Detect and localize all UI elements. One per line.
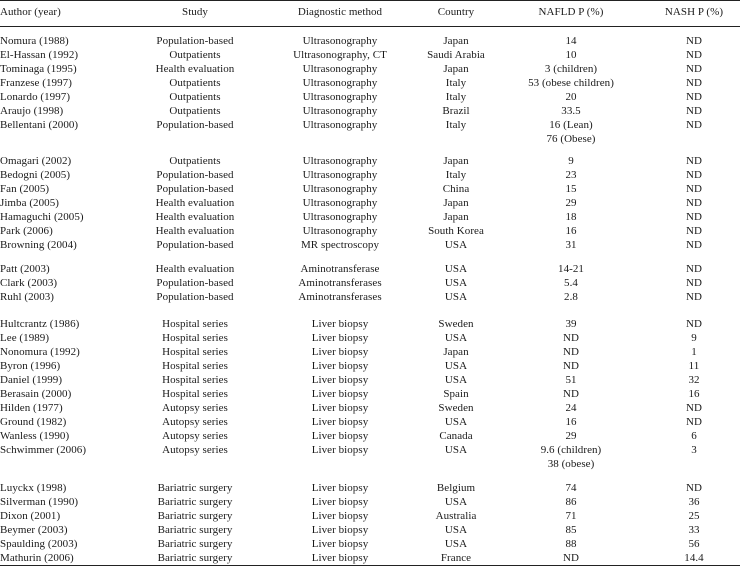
header-nafld-prevalence: NAFLD P (%) — [538, 6, 604, 18]
cell-nash: 6 — [691, 430, 697, 442]
cell-study: Outpatients — [169, 155, 221, 167]
cell-author: Franzese (1997) — [0, 77, 72, 89]
cell-method: Liver biopsy — [311, 402, 369, 414]
cell-nash: 33 — [688, 524, 700, 536]
cell-nafld: 85 — [565, 524, 577, 536]
cell-method: Ultrasonography — [302, 169, 378, 181]
cell-author: Byron (1996) — [0, 360, 61, 372]
cell-study: Outpatients — [169, 49, 221, 61]
cell-country: Japan — [443, 346, 469, 358]
table-row — [0, 262, 740, 276]
cell-nafld: 14-21 — [558, 263, 584, 275]
cell-nash — [648, 132, 740, 146]
cell-study: Bariatric surgery — [157, 524, 233, 536]
cell-author: Omagari (2002) — [0, 155, 72, 167]
cell-author: Bellentani (2000) — [0, 119, 79, 131]
cell-country: Japan — [443, 63, 469, 75]
cell-author: Luyckx (1998) — [0, 482, 67, 494]
cell-country: Spain — [443, 388, 469, 400]
table-row — [0, 481, 740, 495]
cell-nash: ND — [686, 119, 702, 131]
cell-author: Lonardo (1997) — [0, 91, 71, 103]
cell-method: Liver biopsy — [311, 416, 369, 428]
cell-nafld: ND — [563, 360, 579, 372]
header-study: Study — [182, 6, 208, 18]
cell-study: Health evaluation — [155, 63, 235, 75]
cell-nash: ND — [686, 49, 702, 61]
cell-study — [125, 132, 265, 146]
table-row — [0, 238, 740, 252]
cell-nash: ND — [686, 91, 702, 103]
cell-study: Hospital series — [162, 318, 228, 330]
cell-method: Liver biopsy — [311, 496, 369, 508]
header-nash-prevalence: NASH P (%) — [664, 6, 724, 18]
cell-author: Beymer (2003) — [0, 524, 68, 536]
cell-study: Health evaluation — [155, 225, 235, 237]
cell-country: China — [442, 183, 470, 195]
cell-nafld: 23 — [565, 169, 577, 181]
cell-method: Liver biopsy — [311, 524, 369, 536]
table-top-rule — [0, 0, 740, 1]
cell-author: Spaulding (2003) — [0, 538, 78, 550]
cell-country: Sweden — [438, 402, 474, 414]
cell-nafld: 2.8 — [564, 291, 578, 303]
cell-method: Ultrasonography — [302, 35, 378, 47]
cell-method: Liver biopsy — [311, 444, 369, 456]
cell-study: Population-based — [156, 183, 234, 195]
cell-method: Aminotransferases — [298, 291, 382, 303]
cell-method: Ultrasonography — [302, 63, 378, 75]
cell-nash: 16 — [688, 388, 700, 400]
table-row — [0, 76, 740, 90]
cell-method: Aminotransferases — [298, 277, 382, 289]
cell-method: Ultrasonography — [302, 183, 378, 195]
cell-nash: 3 — [691, 444, 697, 456]
cell-country — [410, 132, 502, 146]
cell-study: Population-based — [156, 277, 234, 289]
cell-nash: ND — [686, 277, 702, 289]
cell-nafld: 10 — [565, 49, 577, 61]
cell-nash: ND — [686, 291, 702, 303]
cell-country: Japan — [443, 155, 469, 167]
cell-country: USA — [444, 524, 468, 536]
cell-nash: ND — [686, 105, 702, 117]
cell-method: Liver biopsy — [311, 346, 369, 358]
table-row — [0, 48, 740, 62]
cell-study: Outpatients — [169, 77, 221, 89]
header-author: Author (year) — [0, 6, 61, 18]
cell-study: Outpatients — [169, 91, 221, 103]
cell-nash: ND — [686, 482, 702, 494]
cell-country: Sweden — [438, 318, 474, 330]
table-row — [0, 154, 740, 168]
cell-country: France — [440, 552, 472, 564]
cell-study: Hospital series — [162, 374, 228, 386]
cell-nafld: ND — [563, 388, 579, 400]
cell-method: Liver biopsy — [311, 388, 369, 400]
cell-study: Population-based — [156, 119, 234, 131]
cell-country: USA — [444, 444, 468, 456]
header-bottom-rule — [0, 26, 740, 27]
cell-nafld: 16 (Lean) — [549, 119, 593, 131]
cell-author: Bedogni (2005) — [0, 169, 71, 181]
table-row — [0, 290, 740, 304]
cell-nafld: 5.4 — [564, 277, 578, 289]
cell-method — [267, 457, 413, 471]
cell-nash: ND — [686, 318, 702, 330]
cell-author: Patt (2003) — [0, 263, 50, 275]
cell-study: Outpatients — [169, 105, 221, 117]
cell-method: Liver biopsy — [311, 482, 369, 494]
cell-nafld: 16 — [565, 225, 577, 237]
cell-country: Japan — [443, 211, 469, 223]
table-row — [0, 345, 740, 359]
table-row — [0, 457, 740, 471]
table-row — [0, 387, 740, 401]
cell-study: Hospital series — [162, 388, 228, 400]
cell-country: USA — [444, 332, 468, 344]
table-row — [0, 196, 740, 210]
cell-author: Park (2006) — [0, 225, 53, 237]
cell-method: Liver biopsy — [311, 374, 369, 386]
cell-country: USA — [444, 239, 468, 251]
cell-method: Liver biopsy — [311, 552, 369, 564]
cell-nash: ND — [686, 402, 702, 414]
cell-nafld: 20 — [565, 91, 577, 103]
cell-nafld: 16 — [565, 416, 577, 428]
cell-study: Autopsy series — [162, 402, 228, 414]
table-row — [0, 443, 740, 457]
cell-nash: ND — [686, 63, 702, 75]
cell-author: El-Hassan (1992) — [0, 49, 79, 61]
cell-country: Brazil — [442, 105, 470, 117]
cell-nash: 56 — [688, 538, 700, 550]
cell-author: Hilden (1977) — [0, 402, 63, 414]
cell-study: Health evaluation — [155, 197, 235, 209]
cell-method: MR spectroscopy — [300, 239, 380, 251]
cell-author: Lee (1989) — [0, 332, 50, 344]
cell-nafld: 39 — [565, 318, 577, 330]
cell-country: USA — [444, 291, 468, 303]
cell-author: Araujo (1998) — [0, 105, 64, 117]
cell-nash: 25 — [688, 510, 700, 522]
cell-nafld: 38 (obese) — [547, 458, 595, 470]
cell-nafld: ND — [563, 552, 579, 564]
cell-nash — [648, 457, 740, 471]
cell-country: Italy — [445, 77, 467, 89]
cell-method: Ultrasonography — [302, 105, 378, 117]
cell-nash: 14.4 — [684, 552, 704, 564]
cell-author: Schwimmer (2006) — [0, 444, 87, 456]
cell-study: Hospital series — [162, 332, 228, 344]
cell-nash: ND — [686, 263, 702, 275]
table-row — [0, 331, 740, 345]
table-row — [0, 210, 740, 224]
cell-nafld: 88 — [565, 538, 577, 550]
cell-country: Italy — [445, 91, 467, 103]
cell-nash: 1 — [691, 346, 697, 358]
cell-nafld: 29 — [565, 197, 577, 209]
table-row — [0, 182, 740, 196]
cell-country: USA — [444, 263, 468, 275]
table-row — [0, 224, 740, 238]
table-row — [0, 495, 740, 509]
cell-author: Daniel (1999) — [0, 374, 63, 386]
cell-nafld: 9 — [568, 155, 574, 167]
cell-method: Ultrasonography, CT — [293, 49, 387, 61]
cell-country: Belgium — [436, 482, 476, 494]
table-row — [0, 168, 740, 182]
cell-country: USA — [444, 360, 468, 372]
cell-method: Aminotransferase — [300, 263, 380, 275]
cell-nafld: 3 (children) — [544, 63, 598, 75]
cell-method: Ultrasonography — [302, 119, 378, 131]
table-row — [0, 373, 740, 387]
cell-author: Jimba (2005) — [0, 197, 59, 209]
cell-author: Tominaga (1995) — [0, 63, 77, 75]
cell-country: Australia — [435, 510, 477, 522]
cell-method: Liver biopsy — [311, 360, 369, 372]
cell-nafld: 76 (Obese) — [546, 133, 596, 145]
cell-author: Hultcrantz (1986) — [0, 318, 80, 330]
cell-nafld: 71 — [565, 510, 577, 522]
header-country: Country — [437, 6, 475, 18]
cell-method — [267, 132, 413, 146]
cell-country: USA — [444, 416, 468, 428]
table-row — [0, 523, 740, 537]
cell-nafld: 29 — [565, 430, 577, 442]
cell-country: Japan — [443, 35, 469, 47]
cell-nash: 9 — [691, 332, 697, 344]
cell-method: Liver biopsy — [311, 318, 369, 330]
table-row — [0, 317, 740, 331]
cell-author: Hamaguchi (2005) — [0, 211, 84, 223]
table-row — [0, 132, 740, 146]
cell-study: Population-based — [156, 169, 234, 181]
cell-country: USA — [444, 277, 468, 289]
cell-nash: ND — [686, 416, 702, 428]
cell-country: USA — [444, 374, 468, 386]
cell-study: Hospital series — [162, 346, 228, 358]
cell-method: Ultrasonography — [302, 155, 378, 167]
cell-author: Nonomura (1992) — [0, 346, 80, 358]
cell-nash: ND — [686, 77, 702, 89]
cell-study — [125, 457, 265, 471]
cell-nafld: 31 — [565, 239, 577, 251]
cell-study: Bariatric surgery — [157, 510, 233, 522]
cell-nafld: ND — [563, 332, 579, 344]
cell-nash: ND — [686, 239, 702, 251]
cell-study: Population-based — [156, 291, 234, 303]
cell-country: USA — [444, 496, 468, 508]
cell-country: Italy — [445, 169, 467, 181]
cell-nash: 11 — [688, 360, 700, 372]
cell-nash: ND — [686, 225, 702, 237]
cell-country: South Korea — [428, 225, 484, 237]
cell-nash: ND — [686, 35, 702, 47]
cell-nafld: 53 (obese children) — [528, 77, 614, 89]
cell-study: Population-based — [156, 239, 234, 251]
cell-country: USA — [444, 538, 468, 550]
table-row — [0, 551, 740, 565]
cell-study: Health evaluation — [155, 263, 235, 275]
table-row — [0, 415, 740, 429]
cell-study: Population-based — [156, 35, 234, 47]
cell-study: Autopsy series — [162, 444, 228, 456]
cell-nash: 32 — [688, 374, 700, 386]
cell-method: Ultrasonography — [302, 91, 378, 103]
cell-nash: ND — [686, 169, 702, 181]
cell-method: Liver biopsy — [311, 332, 369, 344]
table-row — [0, 104, 740, 118]
cell-author: Nomura (1988) — [0, 35, 69, 47]
cell-nafld: 14 — [565, 35, 577, 47]
cell-nash: ND — [686, 197, 702, 209]
table-bottom-rule — [0, 565, 740, 566]
cell-study: Bariatric surgery — [157, 496, 233, 508]
cell-author: Clark (2003) — [0, 277, 58, 289]
cell-author: Silverman (1990) — [0, 496, 79, 508]
cell-method: Liver biopsy — [311, 538, 369, 550]
cell-study: Autopsy series — [162, 416, 228, 428]
cell-method: Ultrasonography — [302, 77, 378, 89]
cell-nafld: 74 — [565, 482, 577, 494]
table-row — [0, 359, 740, 373]
cell-author: Dixon (2001) — [0, 510, 61, 522]
cell-study: Autopsy series — [162, 430, 228, 442]
table-row — [0, 401, 740, 415]
cell-country: Japan — [443, 197, 469, 209]
table-row — [0, 62, 740, 76]
cell-author: Ground (1982) — [0, 416, 67, 428]
cell-country: Canada — [439, 430, 473, 442]
cell-country: Saudi Arabia — [427, 49, 485, 61]
cell-nash: ND — [686, 155, 702, 167]
cell-author: Fan (2005) — [0, 183, 50, 195]
cell-author: Berasain (2000) — [0, 388, 72, 400]
cell-method: Liver biopsy — [311, 510, 369, 522]
cell-study: Hospital series — [162, 360, 228, 372]
cell-nafld: 33.5 — [561, 105, 581, 117]
cell-author: Wanless (1990) — [0, 430, 70, 442]
cell-country: Italy — [445, 119, 467, 131]
table-row — [0, 90, 740, 104]
cell-nash: ND — [686, 211, 702, 223]
cell-method: Ultrasonography — [302, 211, 378, 223]
cell-author: Browning (2004) — [0, 239, 77, 251]
cell-method: Liver biopsy — [311, 430, 369, 442]
cell-method: Ultrasonography — [302, 197, 378, 209]
cell-country — [410, 457, 502, 471]
cell-nafld: 86 — [565, 496, 577, 508]
cell-study: Bariatric surgery — [157, 552, 233, 564]
cell-study: Bariatric surgery — [157, 538, 233, 550]
table-row — [0, 34, 740, 48]
cell-nafld: 24 — [565, 402, 577, 414]
cell-author: Mathurin (2006) — [0, 552, 74, 564]
cell-nash: 36 — [688, 496, 700, 508]
cell-author: Ruhl (2003) — [0, 291, 55, 303]
table-row — [0, 276, 740, 290]
cell-method: Ultrasonography — [302, 225, 378, 237]
table-row — [0, 537, 740, 551]
cell-nafld: 18 — [565, 211, 577, 223]
header-diagnostic-method: Diagnostic method — [297, 6, 383, 18]
table-header-row — [0, 5, 740, 19]
cell-nafld: 51 — [565, 374, 577, 386]
table-row — [0, 118, 740, 132]
cell-nafld: 15 — [565, 183, 577, 195]
cell-nash: ND — [686, 183, 702, 195]
cell-study: Health evaluation — [155, 211, 235, 223]
cell-nafld: 9.6 (children) — [540, 444, 602, 456]
cell-study: Bariatric surgery — [157, 482, 233, 494]
table-row — [0, 429, 740, 443]
cell-nafld: ND — [563, 346, 579, 358]
table-row — [0, 509, 740, 523]
